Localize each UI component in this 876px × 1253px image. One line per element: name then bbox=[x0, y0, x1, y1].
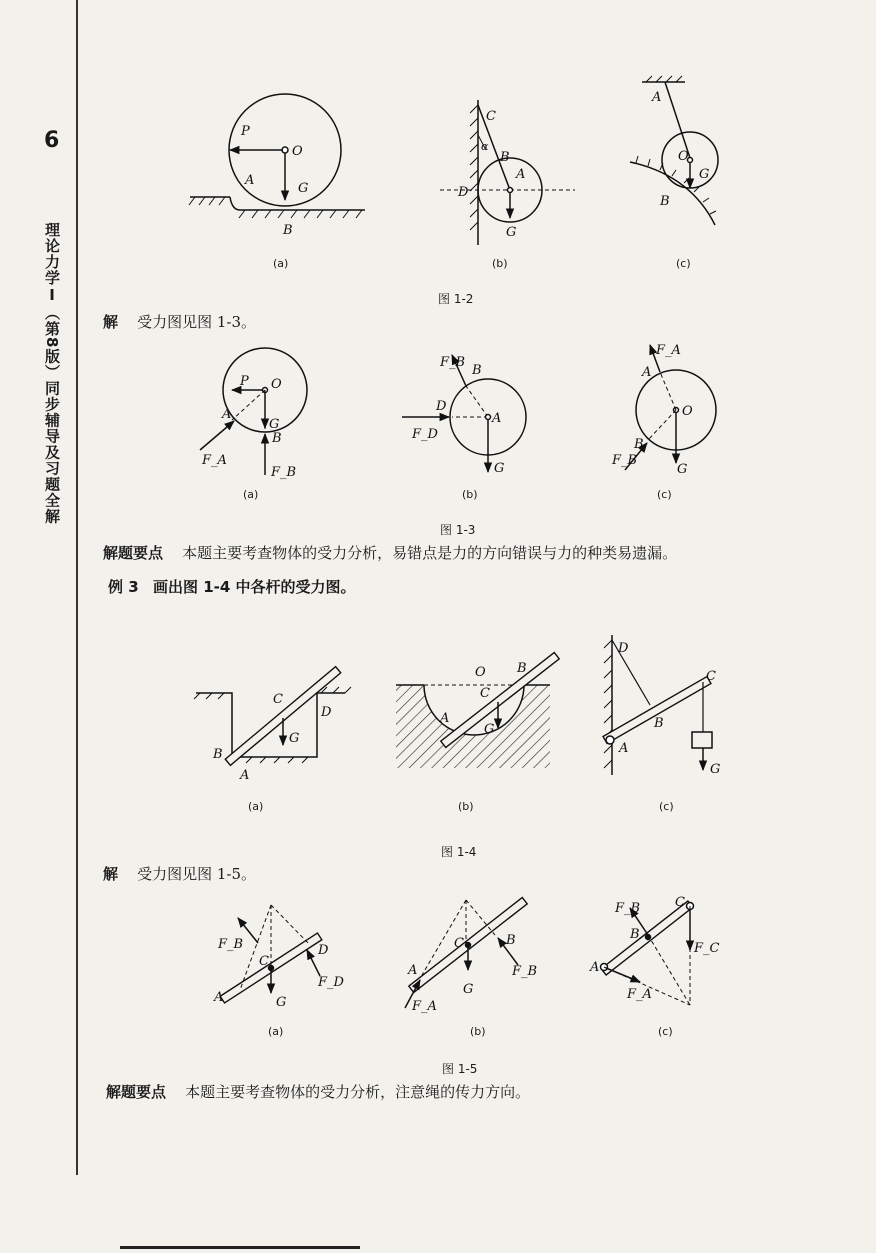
fig-1-4-a-label-d: D bbox=[321, 705, 332, 720]
fig-1-2-a-label-b: B bbox=[283, 223, 293, 238]
fig-1-3-a-label-fa: F_A bbox=[202, 453, 227, 468]
fig-1-3-caption: 图 1-3 bbox=[440, 523, 476, 537]
fig-1-4-a-label-a: A bbox=[240, 768, 250, 783]
fig-1-3-a-label-a: A bbox=[222, 407, 232, 422]
fig-1-3-a-label-p: P bbox=[240, 374, 249, 389]
fig-1-3-c-label-fb: F_B bbox=[612, 453, 638, 468]
key-point-2-paragraph bbox=[106, 1082, 530, 1102]
fig-1-5-b-label-fb: F_B bbox=[512, 964, 538, 979]
fig-1-2-b-label-b: B bbox=[500, 150, 510, 165]
fig-1-4-b-label-b: B bbox=[517, 661, 527, 676]
fig-1-2-c-label-o: O bbox=[678, 149, 689, 164]
fig-1-2-b-label-g: G bbox=[506, 225, 517, 240]
fig-1-2-b-label-alpha: α bbox=[481, 140, 489, 153]
fig-1-3-a-label-b: B bbox=[272, 431, 282, 446]
side-title: 理论力学Ⅰ（第8版）同步辅导及习题全解 bbox=[43, 222, 61, 525]
fig-1-2-sub-a: (a) bbox=[273, 257, 289, 270]
fig-1-4-b-label-o: O bbox=[475, 665, 486, 680]
page-number: 6 bbox=[44, 128, 60, 153]
fig-1-3-a-label-fb: F_B bbox=[271, 465, 297, 480]
fig-1-4-sub-a: (a) bbox=[248, 800, 264, 813]
fig-1-5-b-label-a: A bbox=[408, 963, 418, 978]
fig-1-5-sub-a: (a) bbox=[268, 1025, 284, 1038]
solution-2-label: 解 bbox=[103, 865, 119, 883]
fig-1-4-b-label-a: A bbox=[440, 711, 450, 726]
fig-1-3-sub-c: (c) bbox=[657, 488, 672, 501]
example-3-paragraph bbox=[108, 577, 356, 597]
fig-1-5-b-label-g: G bbox=[463, 982, 474, 997]
fig-1-5-b-label-c: C bbox=[454, 936, 464, 951]
fig-1-5-c-label-c: C bbox=[675, 895, 685, 910]
solution-2-text: 受力图见图 1-5。 bbox=[137, 865, 257, 883]
fig-1-3-c-label-fa: F_A bbox=[656, 343, 681, 358]
fig-1-5-c-label-fb: F_B bbox=[615, 901, 641, 916]
example-3-text: 画出图 1-4 中各杆的受力图。 bbox=[152, 578, 356, 596]
fig-1-4-caption: 图 1-4 bbox=[441, 845, 477, 859]
fig-1-4-b-label-c: C bbox=[480, 686, 490, 701]
fig-1-3-b-label-b: B bbox=[472, 363, 482, 378]
fig-1-5-sub-b: (b) bbox=[470, 1025, 486, 1038]
fig-1-2-c-label-a: A bbox=[652, 90, 662, 105]
fig-1-2-a-label-a: A bbox=[245, 173, 255, 188]
solution-1-paragraph bbox=[103, 312, 256, 332]
fig-1-4-sub-b: (b) bbox=[458, 800, 474, 813]
fig-1-5-a-label-fb: F_B bbox=[218, 937, 244, 952]
fig-1-2-a-label-g: G bbox=[298, 181, 309, 196]
fig-1-5-c-label-fc: F_C bbox=[694, 941, 720, 956]
fig-1-3-b bbox=[402, 355, 526, 472]
fig-1-2-c-label-b: B bbox=[660, 194, 670, 209]
key-point-1-paragraph bbox=[103, 543, 677, 563]
key-point-1-text: 本题主要考查物体的受力分析，易错点是力的方向错误与力的种类易遗漏。 bbox=[182, 544, 678, 562]
fig-1-5-a-label-g: G bbox=[276, 995, 287, 1010]
key-point-2-text: 本题主要考查物体的受力分析，注意绳的传力方向。 bbox=[185, 1083, 531, 1101]
solution-1-text: 受力图见图 1-3。 bbox=[137, 313, 257, 331]
fig-1-5-a-label-a: A bbox=[214, 990, 224, 1005]
fig-1-5-a-label-d: D bbox=[318, 943, 329, 958]
key-point-2-label: 解题要点 bbox=[106, 1083, 167, 1101]
fig-1-3-b-label-a: A bbox=[492, 411, 502, 426]
fig-1-2-sub-b: (b) bbox=[492, 257, 508, 270]
fig-1-3-c-label-g: G bbox=[677, 462, 688, 477]
fig-1-4-c-label-c: C bbox=[706, 669, 716, 684]
fig-1-4-b-label-g: G bbox=[484, 722, 495, 737]
fig-1-5-sub-c: (c) bbox=[658, 1025, 673, 1038]
fig-1-5-c-label-fa: F_A bbox=[627, 987, 652, 1002]
fig-1-2-c-label-g: G bbox=[699, 167, 710, 182]
fig-1-5-a bbox=[220, 905, 322, 1003]
fig-1-3-b-label-fd: F_D bbox=[412, 427, 438, 442]
key-point-1-label: 解题要点 bbox=[103, 544, 164, 562]
fig-1-5-c-label-b: B bbox=[630, 927, 640, 942]
fig-1-5-b-label-b: B bbox=[506, 933, 516, 948]
solution-2-paragraph bbox=[103, 864, 256, 884]
fig-1-4-sub-c: (c) bbox=[659, 800, 674, 813]
example-3-label: 例 3 bbox=[108, 578, 139, 596]
fig-1-5-a-label-c: C bbox=[259, 954, 269, 969]
fig-1-4-a-label-c: C bbox=[273, 692, 283, 707]
fig-1-2-b-label-a: A bbox=[516, 167, 526, 182]
fig-1-2-a bbox=[189, 94, 365, 218]
fig-1-4-c-label-d: D bbox=[618, 641, 629, 656]
fig-1-3-c-label-b: B bbox=[634, 437, 644, 452]
fig-1-5-a-label-fd: F_D bbox=[318, 975, 344, 990]
fig-1-3-b-label-d: D bbox=[436, 399, 447, 414]
fig-1-5-caption: 图 1-5 bbox=[442, 1062, 478, 1076]
fig-1-3-a-label-o: O bbox=[271, 377, 282, 392]
fig-1-2-b-label-d: D bbox=[458, 185, 469, 200]
fig-1-4-c-label-b: B bbox=[654, 716, 664, 731]
fig-1-2-c bbox=[630, 76, 718, 225]
fig-1-4-c-label-a: A bbox=[619, 741, 629, 756]
fig-1-4-a-label-g: G bbox=[289, 731, 300, 746]
fig-1-3-c-label-a: A bbox=[642, 365, 652, 380]
fig-1-3-c-label-o: O bbox=[682, 404, 693, 419]
fig-1-3-a-label-g: G bbox=[269, 417, 280, 432]
fig-1-2-b-label-c: C bbox=[486, 109, 496, 124]
fig-1-4-a-label-b: B bbox=[213, 747, 223, 762]
fig-1-3-b-label-fb: F_B bbox=[440, 355, 466, 370]
fig-1-2-a-label-p: P bbox=[241, 124, 250, 139]
fig-1-2-b bbox=[440, 100, 575, 245]
fig-1-2-a-label-o: O bbox=[292, 144, 303, 159]
fig-1-2-caption: 图 1-2 bbox=[438, 292, 474, 306]
fig-1-4-c-label-g: G bbox=[710, 762, 721, 777]
fig-1-5-c-label-a: A bbox=[590, 960, 600, 975]
fig-1-3-sub-a: (a) bbox=[243, 488, 259, 501]
fig-1-2-sub-c: (c) bbox=[676, 257, 691, 270]
fig-1-3-b-label-g: G bbox=[494, 461, 505, 476]
solution-1-label: 解 bbox=[103, 313, 119, 331]
bottom-rule bbox=[120, 1246, 360, 1249]
fig-1-3-sub-b: (b) bbox=[462, 488, 478, 501]
fig-1-5-b-label-fa: F_A bbox=[412, 999, 437, 1014]
